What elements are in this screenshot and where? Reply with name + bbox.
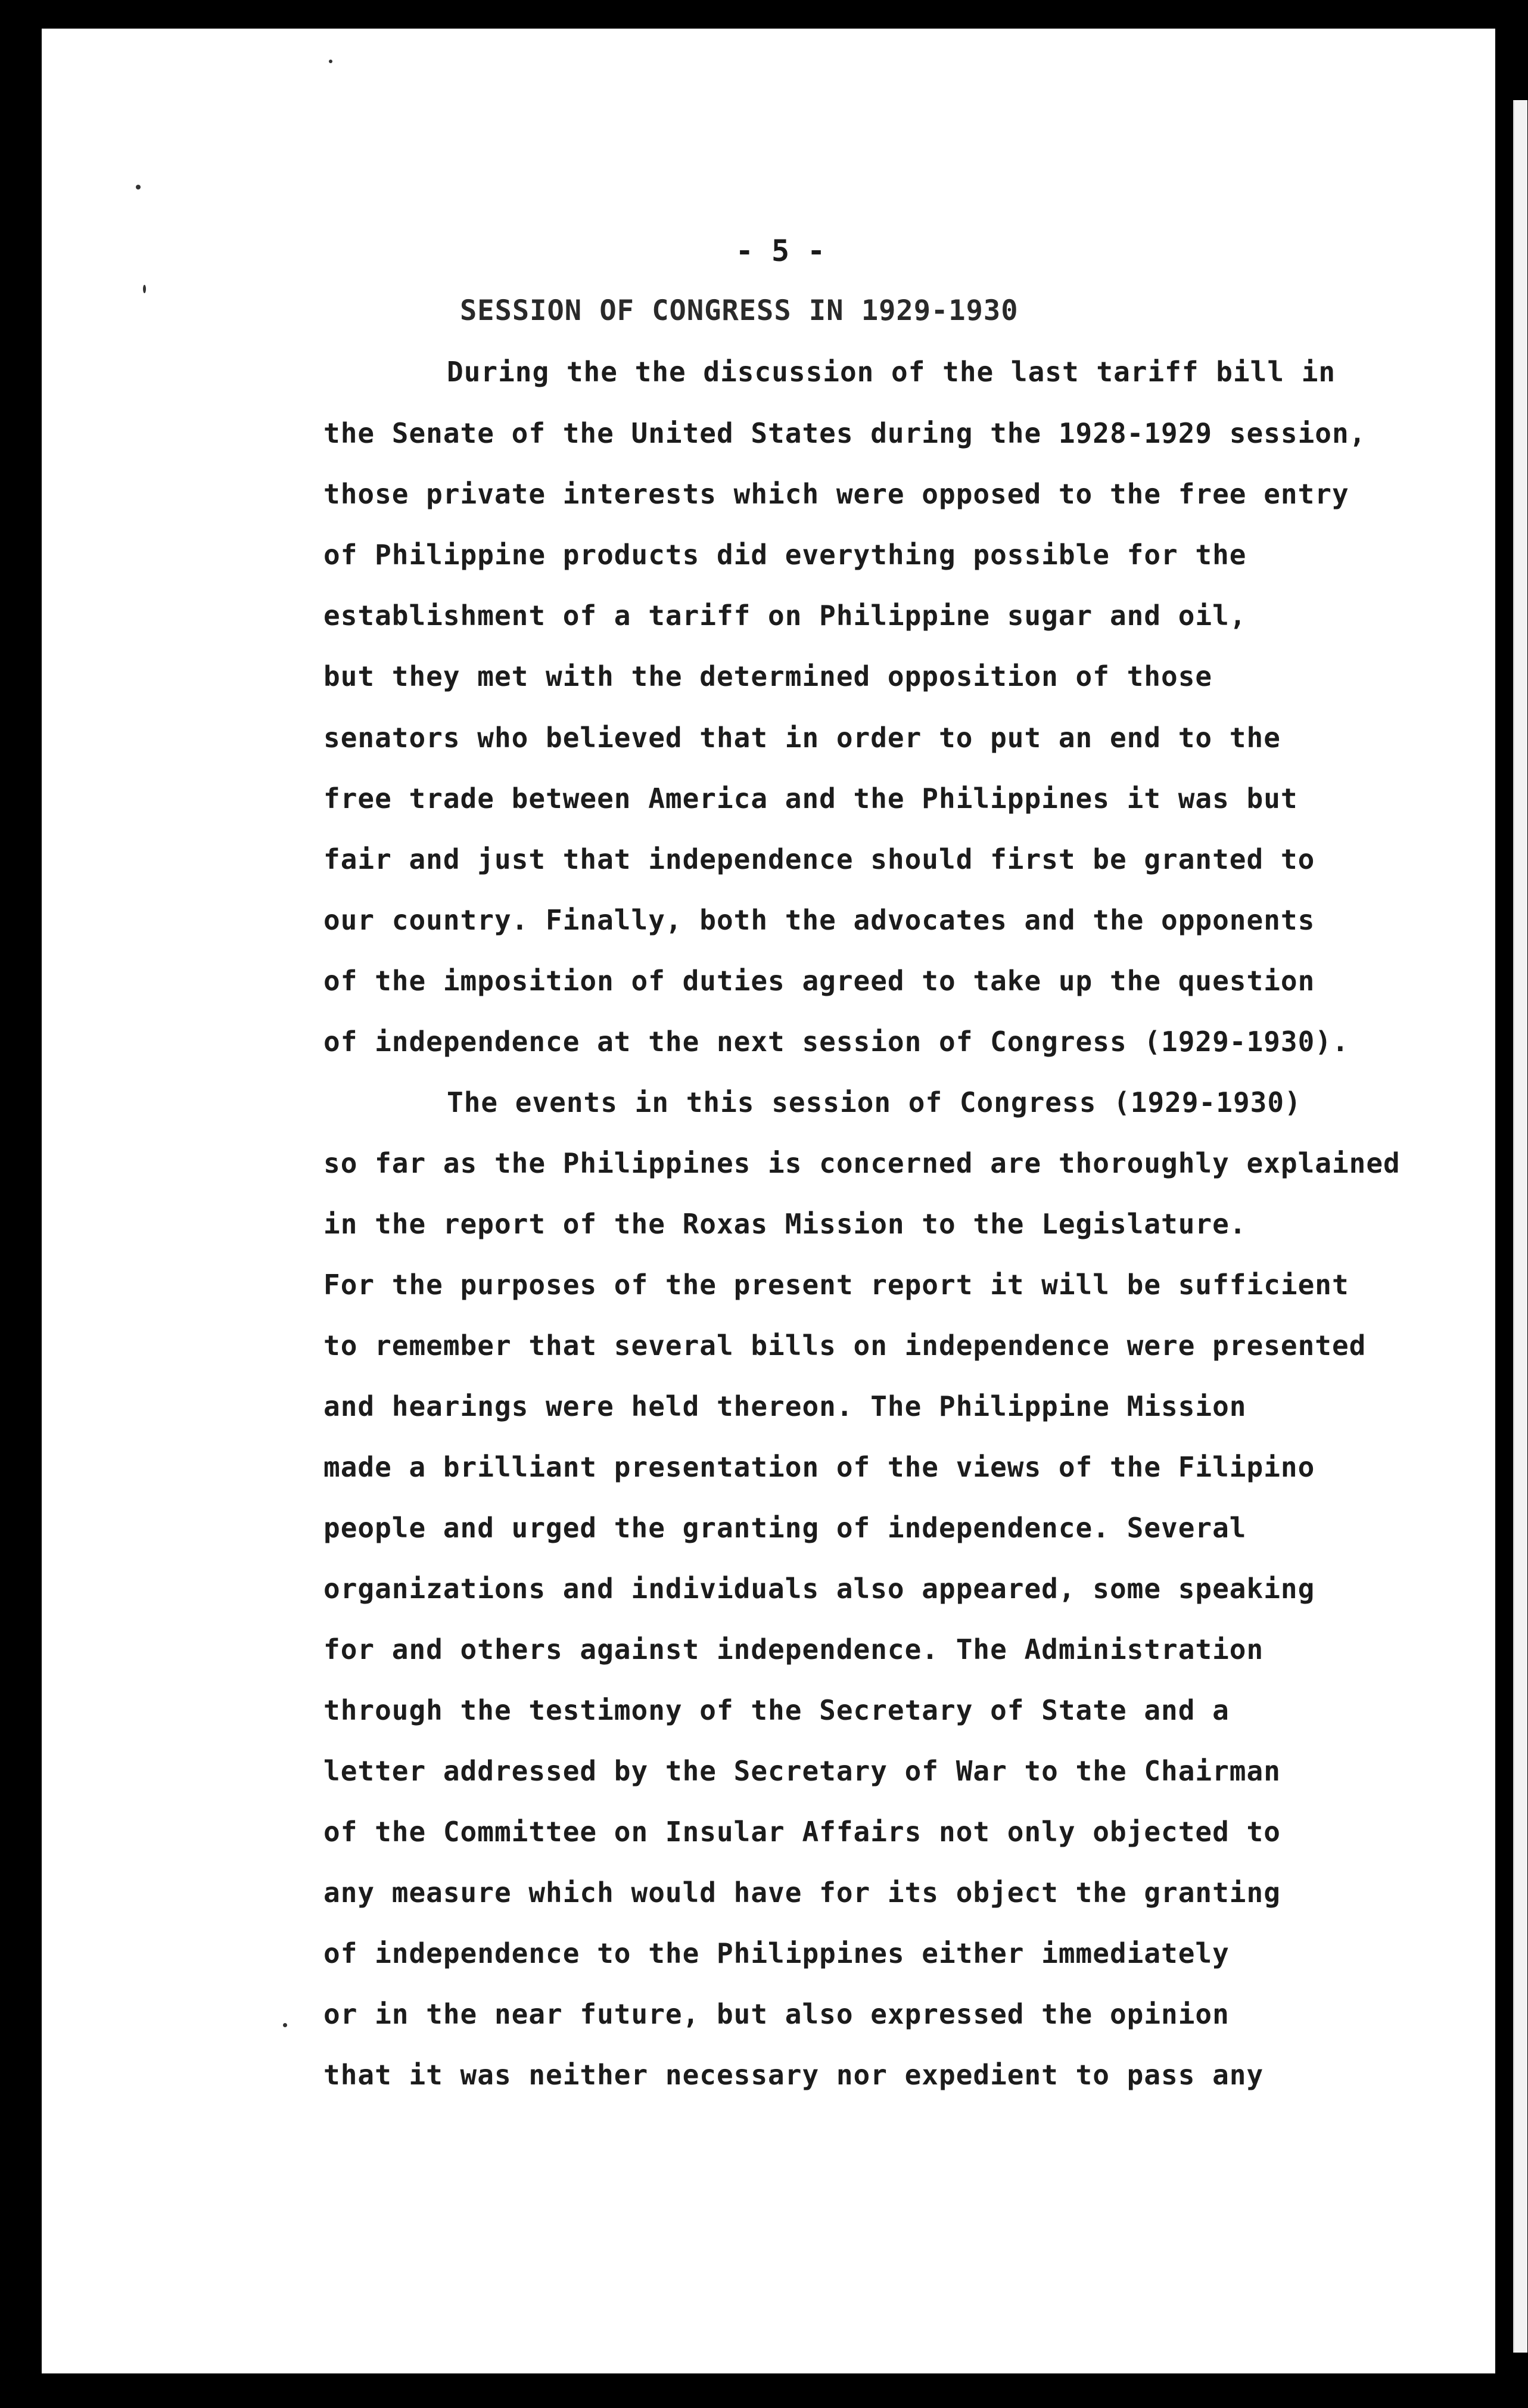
text-line: but they met with the determined opposition of those bbox=[323, 660, 1213, 692]
text-line: people and urged the granting of independence. Several bbox=[323, 1512, 1247, 1544]
text-line: the Senate of the United States during the 1928-1929 session, bbox=[323, 417, 1367, 449]
text-line: so far as the Philippines is concerned are thoroughly explained bbox=[323, 1147, 1401, 1179]
text-line: of independence to the Philippines either immediately bbox=[323, 1937, 1230, 1969]
text-line: or in the near future, but also expressed the opinion bbox=[323, 1998, 1230, 2030]
text-line: of independence at the next session of Congress (1929-1930). bbox=[323, 1026, 1349, 1058]
text-line: through the testimony of the Secretary of State and a bbox=[323, 1694, 1230, 1726]
scan-speck bbox=[136, 185, 141, 189]
text-line: our country. Finally, both the advocates and the opponents bbox=[323, 904, 1315, 936]
text-line: The events in this session of Congress (1929-1930) bbox=[447, 1086, 1302, 1118]
text-line: and hearings were held thereon. The Philippine Mission bbox=[323, 1390, 1247, 1422]
text-line: For the purposes of the present report it will be sufficient bbox=[323, 1269, 1349, 1301]
text-line: fair and just that independence should first be granted to bbox=[323, 843, 1315, 875]
text-line: those private interests which were opposed to the free entry bbox=[323, 478, 1349, 510]
text-line: of the Committee on Insular Affairs not only objected to bbox=[323, 1816, 1281, 1848]
text-line: in the report of the Roxas Mission to the Legislature. bbox=[323, 1208, 1247, 1240]
scan-speck bbox=[143, 285, 146, 293]
text-line: of Philippine products did everything possible for the bbox=[323, 539, 1247, 571]
text-line: letter addressed by the Secretary of War to the Chairman bbox=[323, 1755, 1281, 1787]
scan-speck bbox=[283, 2023, 287, 2027]
text-line: that it was neither necessary nor expedient to pass any bbox=[323, 2059, 1264, 2091]
page-edge-shadow bbox=[1513, 100, 1527, 2353]
text-line: made a brilliant presentation of the views of the Filipino bbox=[323, 1451, 1315, 1483]
section-heading: SESSION OF CONGRESS IN 1929-1930 bbox=[460, 294, 1019, 327]
text-line: free trade between America and the Philippines it was but bbox=[323, 782, 1298, 815]
scan-speck bbox=[329, 60, 332, 63]
text-line: organizations and individuals also appeared, some speaking bbox=[323, 1573, 1315, 1605]
text-line: for and others against independence. The Administration bbox=[323, 1633, 1264, 1666]
text-line: During the the discussion of the last tariff bill in bbox=[447, 356, 1336, 388]
text-line: of the imposition of duties agreed to take up the question bbox=[323, 965, 1315, 997]
text-line: to remember that several bills on independence were presented bbox=[323, 1329, 1367, 1362]
text-line: senators who believed that in order to put an end to the bbox=[323, 722, 1281, 754]
text-line: establishment of a tariff on Philippine sugar and oil, bbox=[323, 599, 1247, 632]
text-line: any measure which would have for its object the granting bbox=[323, 1876, 1281, 1909]
page-number: - 5 - bbox=[735, 234, 826, 268]
